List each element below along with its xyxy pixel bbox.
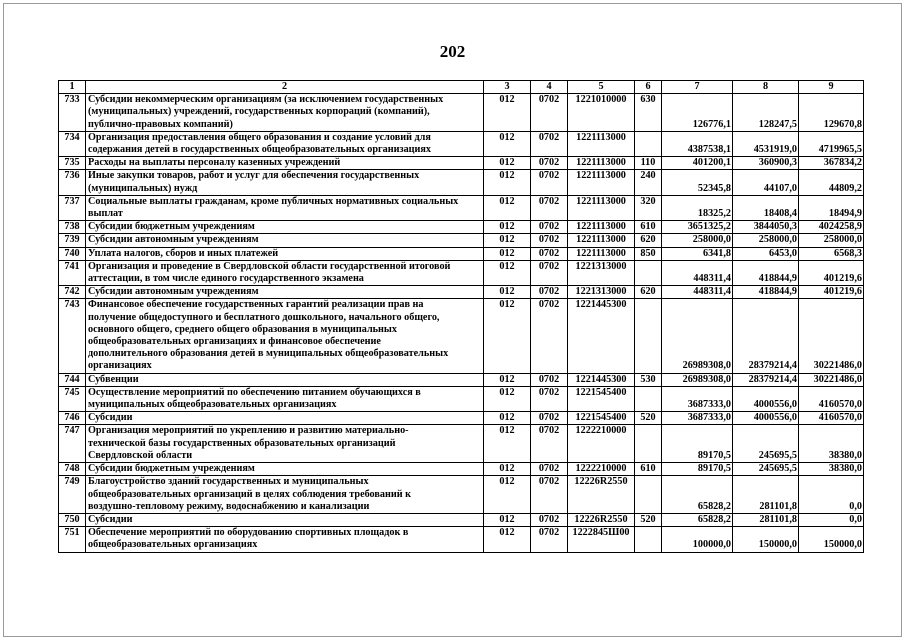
expense-type-code — [635, 131, 662, 156]
amount-col-9: 30221486,0 — [799, 299, 864, 373]
table-row — [59, 131, 864, 156]
amount-col-8: 3844050,3 — [733, 221, 799, 234]
table-row — [59, 299, 864, 373]
section-code: 0702 — [531, 94, 568, 132]
amount-col-8: 6453,0 — [733, 247, 799, 260]
ministry-code: 012 — [484, 527, 531, 552]
amount-col-7: 3687333,0 — [662, 386, 733, 411]
row-number: 751 — [59, 527, 86, 552]
expense-type-code: 630 — [635, 94, 662, 132]
row-number: 737 — [59, 195, 86, 220]
ministry-code: 012 — [484, 513, 531, 526]
section-code: 0702 — [531, 476, 568, 514]
description-line: содержания детей в государственных общеобразовательных организациях — [88, 144, 432, 156]
target-article-code: 1221313000 — [568, 260, 635, 285]
row-description — [86, 373, 484, 386]
description-line: Субсидии — [88, 412, 133, 424]
description-line: общеобразовательных организациях — [88, 539, 258, 551]
description-line: технической базы государственных образовательных организаций — [88, 437, 396, 449]
ministry-code: 012 — [484, 234, 531, 247]
expense-type-code — [635, 260, 662, 285]
description-line: воздушно-тепловому режиму, водоснабжению и канализации — [88, 500, 370, 512]
target-article-code: 1221313000 — [568, 286, 635, 299]
row-description — [86, 286, 484, 299]
amount-col-8: 281101,8 — [733, 513, 799, 526]
amount-col-7: 89170,5 — [662, 425, 733, 463]
description-line: Иные закупки товаров, работ и услуг для обеспечения государственных — [88, 170, 420, 182]
row-description — [86, 425, 484, 463]
table-row — [59, 476, 864, 514]
amount-col-7: 89170,5 — [662, 463, 733, 476]
row-number: 735 — [59, 157, 86, 170]
amount-col-9: 44809,2 — [799, 170, 864, 195]
ministry-code: 012 — [484, 260, 531, 285]
row-number: 733 — [59, 94, 86, 132]
row-number: 734 — [59, 131, 86, 156]
target-article-code: 12226R2550 — [568, 513, 635, 526]
expense-type-code: 110 — [635, 157, 662, 170]
target-article-code: 1221113000 — [568, 157, 635, 170]
ministry-code: 012 — [484, 299, 531, 373]
table-row — [59, 195, 864, 220]
expense-type-code: 610 — [635, 221, 662, 234]
section-code: 0702 — [531, 412, 568, 425]
row-number: 736 — [59, 170, 86, 195]
ministry-code: 012 — [484, 463, 531, 476]
row-description — [86, 299, 484, 373]
description-line: Обеспечение мероприятий по оборудованию спортивных площадок в — [88, 527, 409, 539]
amount-col-8: 4000556,0 — [733, 386, 799, 411]
row-description — [86, 157, 484, 170]
description-line: публично-правовых компаний) — [88, 118, 233, 130]
amount-col-8: 18408,4 — [733, 195, 799, 220]
header-col-5: 5 — [568, 81, 635, 94]
section-code: 0702 — [531, 463, 568, 476]
amount-col-9: 401219,6 — [799, 260, 864, 285]
description-line: Субсидии некоммерческим организациям (за исключением государственных — [88, 94, 444, 106]
section-code: 0702 — [531, 513, 568, 526]
description-line: (муниципальных) учреждений, государственных корпораций (компаний), — [88, 106, 430, 118]
target-article-code: 1221113000 — [568, 221, 635, 234]
section-code: 0702 — [531, 286, 568, 299]
table-row — [59, 373, 864, 386]
description-line: Финансовое обеспечение государственных гарантий реализации прав на — [88, 299, 424, 311]
expense-type-code: 620 — [635, 286, 662, 299]
ministry-code: 012 — [484, 286, 531, 299]
header-row — [59, 81, 864, 94]
description-line: общеобразовательных организациях и финансовое обеспечение — [88, 336, 381, 348]
row-description — [86, 386, 484, 411]
table-row — [59, 412, 864, 425]
ministry-code: 012 — [484, 221, 531, 234]
amount-col-9: 258000,0 — [799, 234, 864, 247]
ministry-code: 012 — [484, 170, 531, 195]
section-code: 0702 — [531, 195, 568, 220]
description-line: аттестации, в том числе единого государственного экзамена — [88, 273, 364, 285]
amount-col-9: 18494,9 — [799, 195, 864, 220]
row-number: 747 — [59, 425, 86, 463]
amount-col-8: 258000,0 — [733, 234, 799, 247]
ministry-code: 012 — [484, 425, 531, 463]
amount-col-8: 28379214,4 — [733, 299, 799, 373]
expense-type-code: 240 — [635, 170, 662, 195]
description-line: Осуществление мероприятий по обеспечению питанием обучающихся в — [88, 386, 421, 398]
ministry-code: 012 — [484, 412, 531, 425]
row-description — [86, 476, 484, 514]
row-description — [86, 131, 484, 156]
row-number: 743 — [59, 299, 86, 373]
row-number: 740 — [59, 247, 86, 260]
amount-col-8: 4000556,0 — [733, 412, 799, 425]
row-number: 745 — [59, 386, 86, 411]
description-line: Субсидии бюджетным учреждениям — [88, 463, 255, 475]
row-description — [86, 221, 484, 234]
section-code: 0702 — [531, 386, 568, 411]
description-line: Субсидии бюджетным учреждениям — [88, 221, 255, 233]
table-row — [59, 513, 864, 526]
table-row — [59, 221, 864, 234]
amount-col-7: 4387538,1 — [662, 131, 733, 156]
amount-col-7: 448311,4 — [662, 260, 733, 285]
amount-col-8: 128247,5 — [733, 94, 799, 132]
description-line: дополнительного образования детей в муниципальных общеобразовательных — [88, 348, 449, 360]
expense-type-code — [635, 527, 662, 552]
amount-col-8: 360900,3 — [733, 157, 799, 170]
amount-col-7: 18325,2 — [662, 195, 733, 220]
amount-col-7: 126776,1 — [662, 94, 733, 132]
description-line: муниципальных общеобразовательных организациях — [88, 399, 337, 411]
amount-col-9: 38380,0 — [799, 463, 864, 476]
description-line: выплат — [88, 208, 123, 220]
description-line: получение общедоступного и бесплатного дошкольного, начального общего, — [88, 311, 440, 323]
amount-col-7: 258000,0 — [662, 234, 733, 247]
target-article-code: 1221113000 — [568, 234, 635, 247]
expense-type-code: 620 — [635, 234, 662, 247]
amount-col-7: 448311,4 — [662, 286, 733, 299]
expense-type-code — [635, 299, 662, 373]
section-code: 0702 — [531, 527, 568, 552]
target-article-code: 1221545400 — [568, 412, 635, 425]
row-number: 744 — [59, 373, 86, 386]
target-article-code: 1222845Ш00 — [568, 527, 635, 552]
amount-col-7: 65828,2 — [662, 476, 733, 514]
header-col-3: 3 — [484, 81, 531, 94]
amount-col-9: 4024258,9 — [799, 221, 864, 234]
description-line: Свердловской области — [88, 449, 193, 461]
table-row — [59, 260, 864, 285]
amount-col-9: 6568,3 — [799, 247, 864, 260]
amount-col-9: 30221486,0 — [799, 373, 864, 386]
budget-table — [58, 80, 864, 553]
section-code: 0702 — [531, 157, 568, 170]
ministry-code: 012 — [484, 247, 531, 260]
row-description — [86, 195, 484, 220]
row-description — [86, 513, 484, 526]
expense-type-code: 610 — [635, 463, 662, 476]
amount-col-7: 26989308,0 — [662, 299, 733, 373]
table-row — [59, 94, 864, 132]
amount-col-7: 26989308,0 — [662, 373, 733, 386]
section-code: 0702 — [531, 373, 568, 386]
row-number: 742 — [59, 286, 86, 299]
amount-col-9: 0,0 — [799, 476, 864, 514]
description-line: Уплата налогов, сборов и иных платежей — [88, 247, 279, 259]
description-line: организациях — [88, 360, 152, 372]
amount-col-9: 38380,0 — [799, 425, 864, 463]
expense-type-code: 530 — [635, 373, 662, 386]
amount-col-8: 245695,5 — [733, 463, 799, 476]
target-article-code: 1221113000 — [568, 195, 635, 220]
amount-col-7: 3687333,0 — [662, 412, 733, 425]
description-line: Субвенции — [88, 373, 139, 385]
amount-col-9: 150000,0 — [799, 527, 864, 552]
ministry-code: 012 — [484, 131, 531, 156]
expense-type-code: 850 — [635, 247, 662, 260]
target-article-code: 1222210000 — [568, 425, 635, 463]
amount-col-8: 281101,8 — [733, 476, 799, 514]
row-description — [86, 412, 484, 425]
description-line: Организация предоставления общего образования и создание условий для — [88, 131, 431, 143]
table-row — [59, 234, 864, 247]
expense-type-code — [635, 476, 662, 514]
row-number: 750 — [59, 513, 86, 526]
row-number: 741 — [59, 260, 86, 285]
description-line: общеобразовательных организаций в целях соблюдения требований к — [88, 488, 412, 500]
target-article-code: 12226R2550 — [568, 476, 635, 514]
table-row — [59, 386, 864, 411]
description-line: Субсидии автономным учреждениям — [88, 234, 259, 246]
amount-col-7: 401200,1 — [662, 157, 733, 170]
expense-type-code: 520 — [635, 412, 662, 425]
amount-col-7: 6341,8 — [662, 247, 733, 260]
ministry-code: 012 — [484, 373, 531, 386]
table-row — [59, 463, 864, 476]
target-article-code: 1221445300 — [568, 373, 635, 386]
section-code: 0702 — [531, 260, 568, 285]
target-article-code: 1222210000 — [568, 463, 635, 476]
target-article-code: 1221545400 — [568, 386, 635, 411]
description-line: Субсидии автономным учреждениям — [88, 286, 259, 298]
row-description — [86, 170, 484, 195]
amount-col-9: 129670,8 — [799, 94, 864, 132]
amount-col-8: 150000,0 — [733, 527, 799, 552]
amount-col-8: 4531919,0 — [733, 131, 799, 156]
row-number: 749 — [59, 476, 86, 514]
section-code: 0702 — [531, 299, 568, 373]
row-number: 748 — [59, 463, 86, 476]
row-description — [86, 527, 484, 552]
amount-col-8: 418844,9 — [733, 286, 799, 299]
target-article-code: 1221113000 — [568, 247, 635, 260]
ministry-code: 012 — [484, 476, 531, 514]
description-line: основного общего, среднего общего образования в муниципальных — [88, 323, 397, 335]
header-col-8: 8 — [733, 81, 799, 94]
target-article-code: 1221445300 — [568, 299, 635, 373]
expense-type-code: 520 — [635, 513, 662, 526]
table-row — [59, 247, 864, 260]
amount-col-7: 3651325,2 — [662, 221, 733, 234]
description-line: Организация и проведение в Свердловской области государственной итоговой — [88, 260, 451, 272]
target-article-code: 1221113000 — [568, 170, 635, 195]
ministry-code: 012 — [484, 94, 531, 132]
target-article-code: 1221010000 — [568, 94, 635, 132]
section-code: 0702 — [531, 221, 568, 234]
amount-col-9: 4160570,0 — [799, 412, 864, 425]
section-code: 0702 — [531, 247, 568, 260]
description-line: (муниципальных) нужд — [88, 182, 198, 194]
row-description — [86, 463, 484, 476]
section-code: 0702 — [531, 170, 568, 195]
expense-type-code: 320 — [635, 195, 662, 220]
amount-col-8: 245695,5 — [733, 425, 799, 463]
target-article-code: 1221113000 — [568, 131, 635, 156]
header-col-1: 1 — [59, 81, 86, 94]
amount-col-9: 367834,2 — [799, 157, 864, 170]
row-description — [86, 234, 484, 247]
header-col-9: 9 — [799, 81, 864, 94]
header-col-6: 6 — [635, 81, 662, 94]
ministry-code: 012 — [484, 195, 531, 220]
amount-col-9: 0,0 — [799, 513, 864, 526]
row-number: 746 — [59, 412, 86, 425]
amount-col-8: 44107,0 — [733, 170, 799, 195]
expense-type-code — [635, 386, 662, 411]
amount-col-8: 418844,9 — [733, 260, 799, 285]
section-code: 0702 — [531, 425, 568, 463]
header-col-2: 2 — [86, 81, 484, 94]
page-number: 202 — [439, 42, 466, 61]
table-row — [59, 425, 864, 463]
ministry-code: 012 — [484, 386, 531, 411]
amount-col-9: 4719965,5 — [799, 131, 864, 156]
ministry-code: 012 — [484, 157, 531, 170]
table-row — [59, 170, 864, 195]
amount-col-8: 28379214,4 — [733, 373, 799, 386]
header-col-4: 4 — [531, 81, 568, 94]
row-description — [86, 247, 484, 260]
table-row — [59, 157, 864, 170]
amount-col-7: 100000,0 — [662, 527, 733, 552]
amount-col-9: 401219,6 — [799, 286, 864, 299]
description-line: Субсидии — [88, 513, 133, 525]
section-code: 0702 — [531, 131, 568, 156]
table-row — [59, 286, 864, 299]
row-description — [86, 260, 484, 285]
description-line: Организация мероприятий по укреплению и развитию материально- — [88, 425, 409, 437]
header-col-7: 7 — [662, 81, 733, 94]
description-line: Социальные выплаты гражданам, кроме публичных нормативных социальных — [88, 195, 459, 207]
amount-col-7: 52345,8 — [662, 170, 733, 195]
table-row — [59, 527, 864, 552]
description-line: Расходы на выплаты персоналу казенных учреждений — [88, 157, 341, 169]
description-line: Благоустройство зданий государственных и муниципальных — [88, 476, 369, 488]
row-number: 738 — [59, 221, 86, 234]
row-number: 739 — [59, 234, 86, 247]
amount-col-7: 65828,2 — [662, 513, 733, 526]
section-code: 0702 — [531, 234, 568, 247]
amount-col-9: 4160570,0 — [799, 386, 864, 411]
expense-type-code — [635, 425, 662, 463]
row-description — [86, 94, 484, 132]
